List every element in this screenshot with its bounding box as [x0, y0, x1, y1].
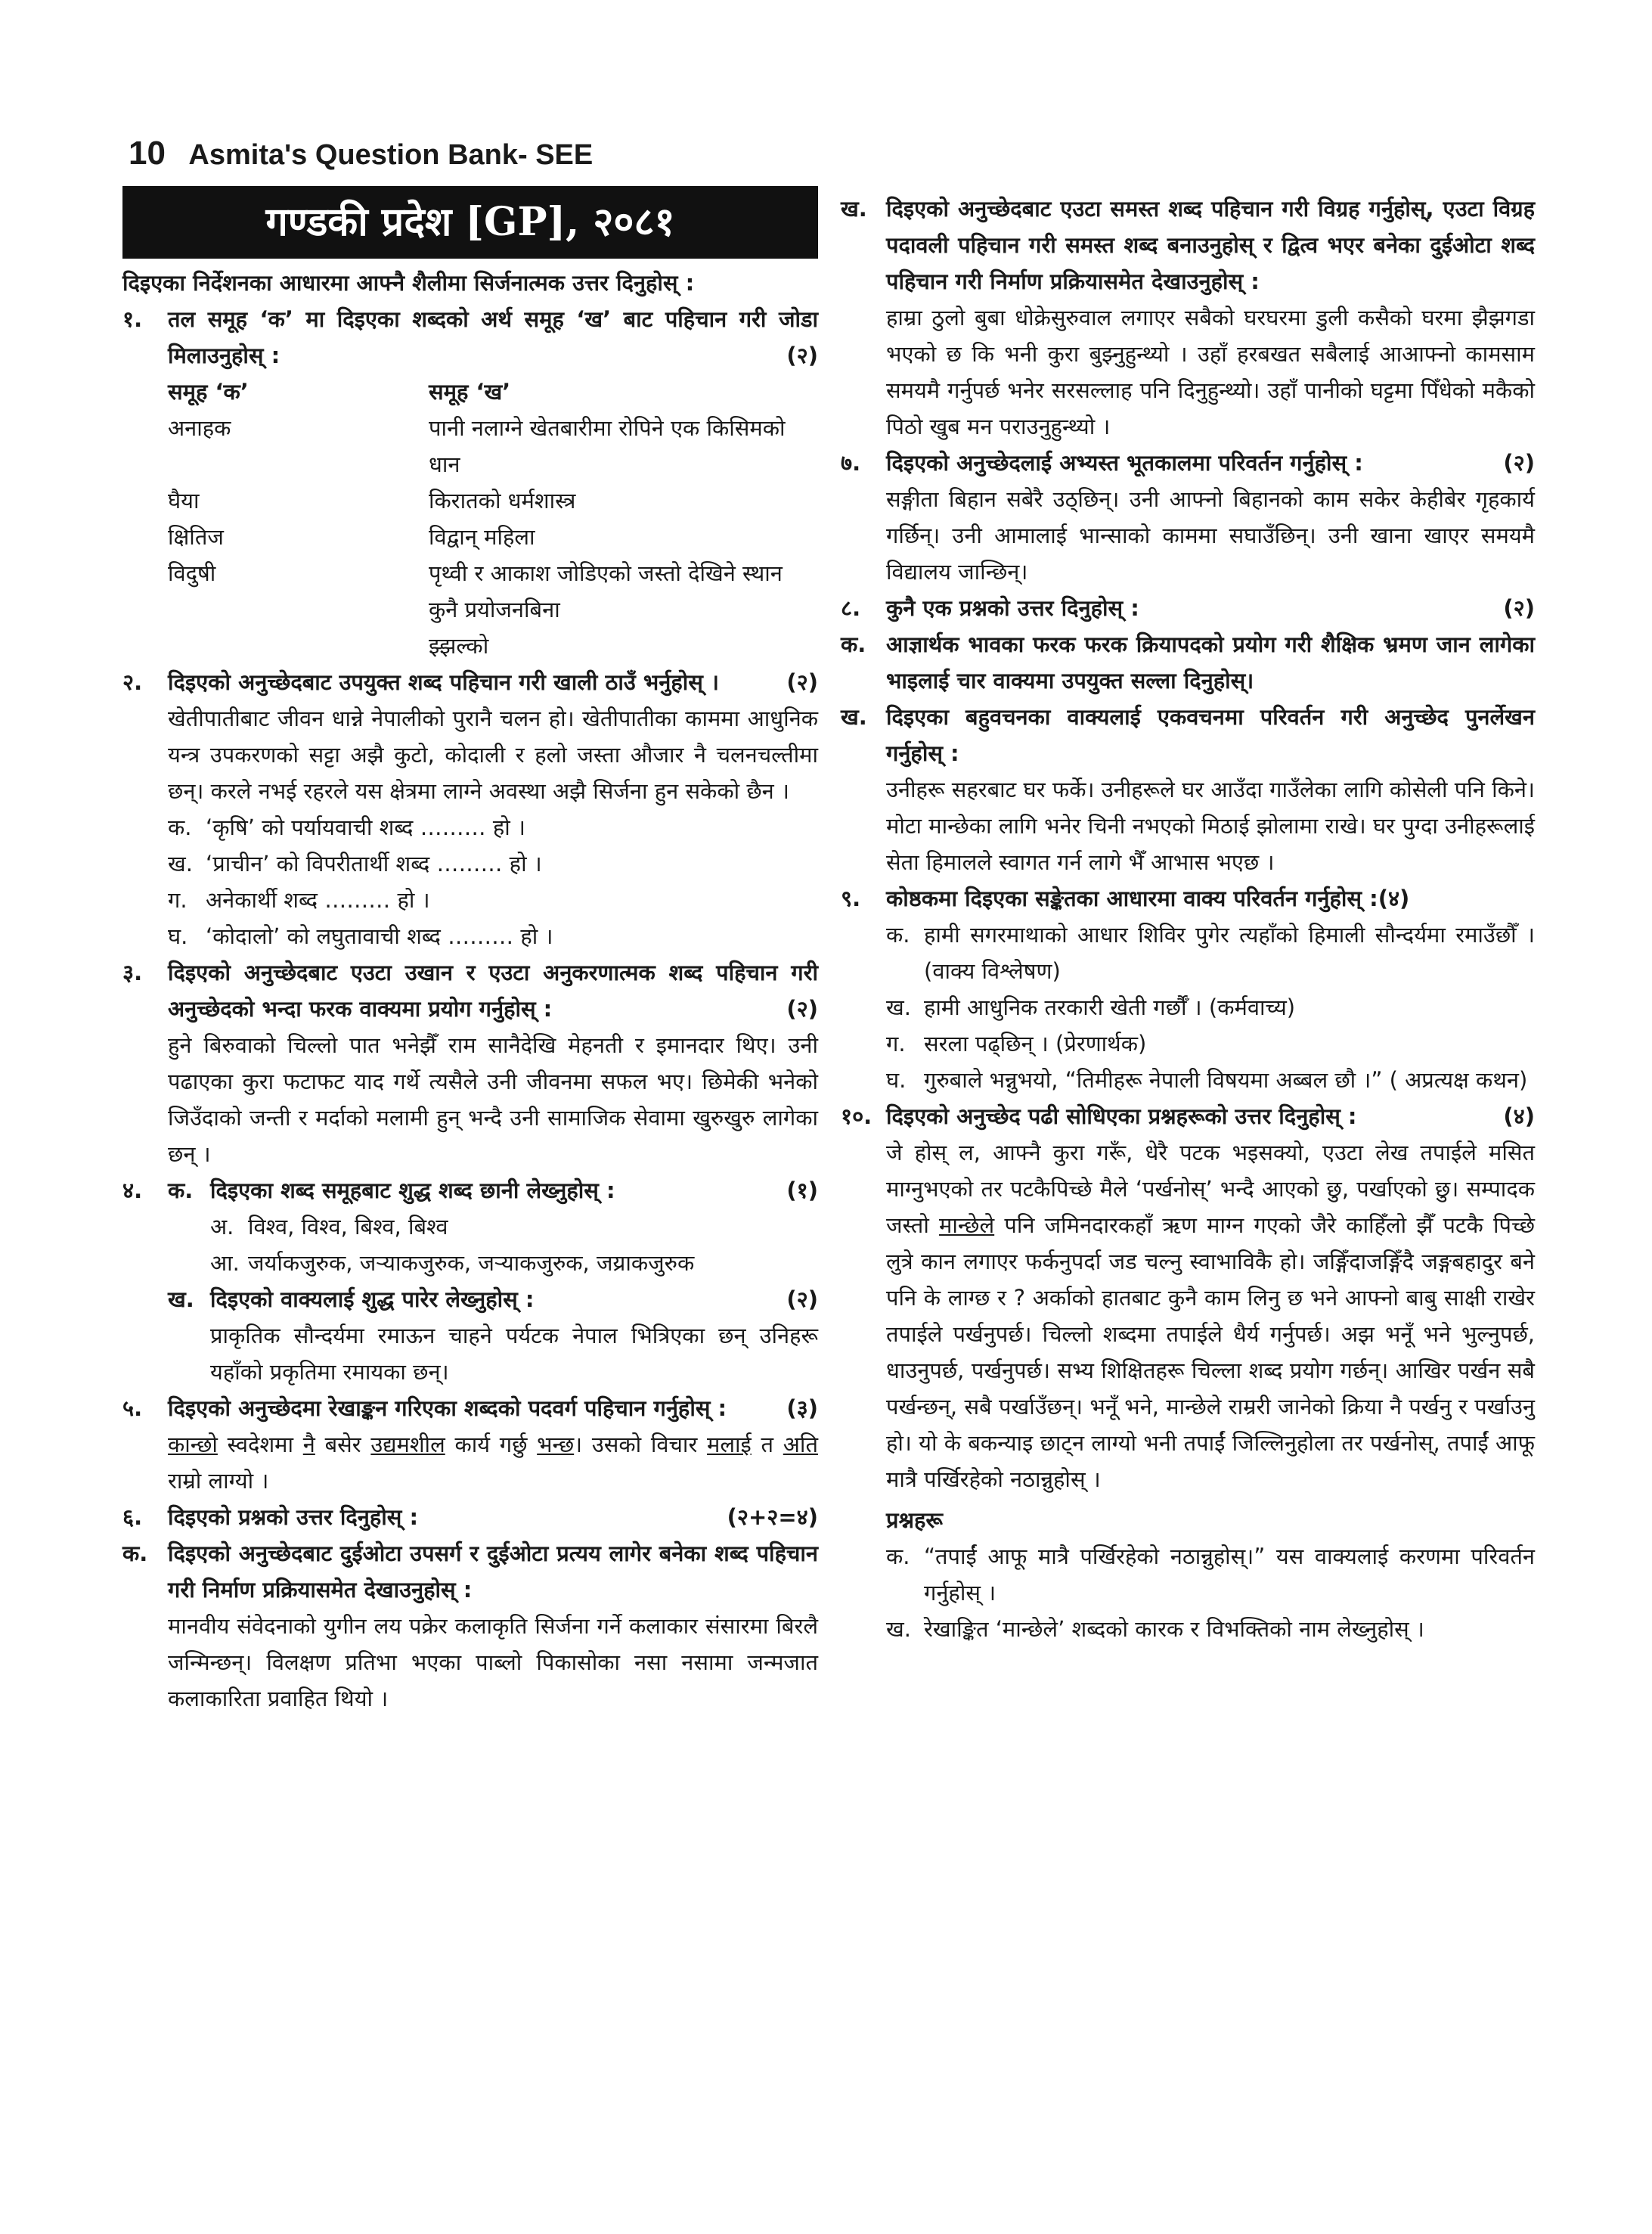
page-header: [129, 135, 593, 172]
questions-heading: प्रश्नहरू: [886, 1507, 943, 1533]
question-8a: क. आज्ञार्थक भावका फरक फरक क्रियापदको प्रयोग गरी शैक्षिक भ्रमण जान लागेका भाइलाई चार वाक्यमा उपयुक्त सल्ला दिनुहोस्।: [841, 626, 1535, 699]
question-marks: (२): [1503, 450, 1535, 476]
sub-item: आ. जर्याकजुरुक, जर्‍याकजुरुक, जऱ्याकजुरुक, जय्राकजुरुक: [210, 1250, 695, 1276]
section-banner: गण्डकी प्रदेश [GP], २०८१: [122, 186, 818, 259]
left-column: गण्डकी प्रदेश [GP], २०८१ दिइएका निर्देशनका आधारमा आफ्नै शैलीमा सिर्जनात्मक उत्तर दिनुहोस् : १. तल समूह ‘क’ मा दिइएका शब्दको अर्थ समूह ‘ख’ बाट पहिचान गरी जोडा मिलाउनुहोस् : (२) समूह ‘क’ समूह ‘ख’ अनाहक पानी नलाग्ने खेतबारीमा रोपिने एक किसिमको धान घैया किरातको धर्मशास्त्र क्षितिज विद्वान् महिला विदुषी पृथ्वी र आकाश जोडिएको जस्तो देखिने स्थान कुनै प्रयोजनबिना झ्झल्को २. दिइएको अनुच्छेदबाट उपयुक्त शब्द पहिचान गरी खाली ठाउँ भर्नुहोस् । (२) खेतीपातीबाट जीवन धान्ने नेपालीको पुरानै चलन हो। खेतीपातीका काममा आधुनिक यन्त्र उपकरणको सट्टा अझै कुटो, कोदाली र हलो जस्ता औजार नै चलनचल्तीमा छन्। करले नभई रहरले यस क्षेत्रमा लाग्ने अवस्था अझै सिर्जना हुन सकेको छैन । क. ‘कृषि’ को पर्यायवाची शब्द ……… हो । ख. ‘प्राचीन’ को विपरीतार्थी शब्द ……… हो । ग. अनेकार्थी शब्द ……… हो । घ. ‘कोदालो’ को लघुतावाची शब्द ……… हो । ३. दिइएको अनुच्छेदबाट एउटा उखान र एउटा अनुकरणात्मक शब्द पहिचान गरी अनुच्छेदको भन्दा फरक वाक्यमा प्रयोग गर्नुहोस् : (२) हुने बिरुवाको चिल्लो पात भनेझैँ राम सानैदेखि मेहनती र इमानदार थिए। उनी पढाएका कुरा फटाफट याद गर्थे त्यसैले उनी जीवनमा सफल भए। छिमेकी भनेको जिउँदाको जन्ती र मर्दाको मलामी हुन् भन्दै उनी सामाजिक सेवामा खुरुखुरु लागेका छन् । ४. क. दिइएका शब्द समूहबाट शुद्ध शब्द छानी लेख्नुहोस् : (१) अ. विश्व, विश्‍व, बिश्व, बिश्‍व आ. जर्याकजुरुक, जर्‍याकजुरुक, जऱ्याकजुरुक, जय्राकजुरुक ख. दिइएको वाक्यलाई शुद्ध पारेर लेख्नुहोस् : (२) प्राकृतिक सौन्दर्यमा रमाऊन चाहने पर्यटक नेपाल भित्रिएका छन् उनिहरू यहाँको प्रकृतिमा रमायका छन्। ५. दिइएको अनुच्छेदमा रेखाङ्कन गरिएका शब्दको पदवर्ग पहिचान गर्नुहोस् : (३) कान्छो स्वदेशमा नै बसेर उद्यमशील कार्य गर्छु भन्छ। उसको विचार मलाई त अति राम्रो लाग्यो । ६. दिइएको प्रश्नको उत्तर दिनुहोस् : (२+२=४) क. दिइएको अनुच्छेदबाट दुईओटा उपसर्ग र दुईओटा प्रत्यय लागेर बनेका शब्द पहिचान गरी निर्माण प्रक्रियासमेत देखाउनुहोस् : मानवीय संवेदनाको युगीन लय पक्रेर कलाकृति सिर्जना गर्ने कलाकार संसारमा बिरलै जन्मिन्छन्। विलक्षण प्रतिभा भएका पाब्लो पिकासोका नसा नसामा जन्मजात कलाकारिता प्रवाहित थियो ।: [122, 186, 818, 1717]
question-number: ६.: [122, 1504, 143, 1530]
question-text: दिइएको प्रश्नको उत्तर दिनुहोस् :: [168, 1504, 419, 1530]
passage: उनीहरू सहरबाट घर फर्के। उनीहरूले घर आउँदा गाउँलेका लागि कोसेली पनि किने। मोटा मान्छेका लागि भनेर चिनी नभएको मिठाई झोलामा राखे। घर पुग्दा उनीहरूलाई सेता हिमालले स्वागत गर्न लागे भैँ आभास भएछ ।: [886, 777, 1535, 875]
question-text: दिइएको अनुच्छेदमा रेखाङ्कन गरिएका शब्दको पदवर्ग पहिचान गर्नुहोस् :: [168, 1395, 727, 1421]
group-k-item: घैया: [168, 488, 200, 514]
sub-item: क. “तपाईं आफू मात्रै पर्खिरहेको नठान्नुहोस्।” यस वाक्यलाई करणमा परिवर्तन गर्नुहोस् ।: [886, 1544, 1535, 1606]
question-1: [122, 301, 818, 374]
question-text: दिइएको वाक्यलाई शुद्ध पारेर लेख्नुहोस् :: [210, 1286, 535, 1312]
sub-item: घ. गुरुबाले भन्नुभयो, “तिमीहरू नेपाली विषयमा अब्बल छौ ।” ( अप्रत्यक्ष कथन): [886, 1067, 1528, 1093]
question-marks: (४): [1503, 1103, 1535, 1129]
group-kh-item: किरातको धर्मशास्त्र: [429, 488, 576, 514]
question-marks: (२): [786, 343, 818, 368]
question-text: कोष्ठकमा दिइएका सङ्केतका आधारमा वाक्य परिवर्तन गर्नुहोस् :(४): [886, 886, 1410, 911]
question-9: [841, 880, 1535, 917]
page-number: 10: [129, 135, 166, 172]
question-text: तल समूह ‘क’ मा दिइएका शब्दको अर्थ समूह ‘ख’ बाट पहिचान गरी जोडा मिलाउनुहोस् :: [168, 306, 818, 368]
passage: जे होस् ल, आफ्नै कुरा गरूँ, धेरै पटक भइसक्यो, एउटा लेख तपाईले मसित माग्नुभएको तर पटकैपिच्छे मैले ‘पर्खनोस्’ भन्दै आएको छु, पर्खाएको छु। सम्पादक जस्तो मान्छेले पनि जमिनदारकहाँ ऋण माग्न गएको जैरे काहिँलो झैँ पटकै पिच्छे लुत्रे कान लगाएर फर्कनुपर्दा जड चल्नु स्वाभाविकै हो। जङ्गिँदाजङ्गिँदै जङ्गबहादुर बने पनि के लाग्छ र ? अर्काको हातबाट कुनै काम लिनु छ भने आफ्नो बाबु साक्षी राखेर तपाईले पर्खनुपर्छ। चिल्लो शब्दमा तपाईले धैर्य गर्नुपर्छ। अझ भनूँ भने भुल्नुपर्छ, धाउनुपर्छ, पर्खनुपर्छ। सभ्य शिक्षितहरू चिल्ला शब्द प्रयोग गर्छन्। आखिर पर्खन सबै पर्खन्छन्, सबै पर्खाउँछन्। भनूँ भने, मान्छेले राम्ररी जानेको क्रिया नै पर्खनु र पर्खाउनु हो। यो के बकन्याइ छाट्न लाग्यो भनी तपाईं जिल्लिनुहोला तर पर्खनोस्, तपाईं आफू मात्रै पर्खिरहेको नठान्नुहोस् ।: [886, 1140, 1535, 1492]
question-number: १.: [122, 306, 143, 332]
group-kh-item: पृथ्वी र आकाश जोडिएको जस्तो देखिने स्थान: [429, 560, 783, 586]
question-number: २.: [122, 669, 143, 695]
matching-row: [122, 519, 818, 555]
sub-item: अ. विश्व, विश्‍व, बिश्व, बिश्‍व: [210, 1214, 448, 1240]
group-kh-item: झ्झल्को: [429, 633, 489, 659]
sub-item: ग. सरला पढ्छिन् । (प्रेरणार्थक): [886, 1031, 1147, 1056]
group-k-item: क्षितिज: [168, 524, 224, 550]
passage: हाम्रा ठुलो बुबा धोक्रेसुरुवाल लगाएर सबैको घरघरमा डुली कसैको घरमा झैझगडा भएको छ कि भनी कुरा बुझ्नुहुन्थ्यो । उहाँ हरबखत सबैलाई आआफ्नो कामसाम समयमै गर्नुपर्छ भनेर सरसल्लाह पनि दिनुहुन्थ्यो। उहाँ पानीको घट्टमा पिँधेको मकैको पिठो खुब मन पराउनुहुन्थ्यो ।: [886, 305, 1535, 439]
sub-item: घ. ‘कोदालो’ को लघुतावाची शब्द ……… हो ।: [168, 923, 553, 949]
question-6: [122, 1499, 818, 1535]
sub-item: क. हामी सगरमाथाको आधार शिविर पुगेर त्यहाँको हिमाली सौन्दर्यमा रमाउँछौँ । (वाक्य विश्लेषण): [886, 922, 1535, 984]
question-text: आज्ञार्थक भावका फरक फरक क्रियापदको प्रयोग गरी शैक्षिक भ्रमण जान लागेका भाइलाई चार वाक्यमा उपयुक्त सल्ला दिनुहोस्।: [886, 631, 1535, 693]
question-number: ९.: [841, 886, 861, 911]
sub-item: ख. रेखाङ्कित ‘मान्छेले’ शब्दको कारक र विभक्तिको नाम लेख्नुहोस् ।: [886, 1616, 1424, 1642]
question-number: १०.: [841, 1103, 872, 1129]
question-marks: (२+२=४): [727, 1504, 818, 1530]
book-title: Asmita's Question Bank- SEE: [188, 139, 594, 171]
question-text: दिइएको अनुच्छेदलाई अभ्यस्त भूतकालमा परिवर्तन गर्नुहोस् :: [886, 450, 1363, 476]
passage: कान्छो स्वदेशमा नै बसेर उद्यमशील कार्य गर्छु भन्छ। उसको विचार मलाई त अति राम्रो लाग्यो ।: [168, 1432, 818, 1494]
question-6b: ख. दिइएको अनुच्छेदबाट एउटा समस्त शब्द पहिचान गरी विग्रह गर्नुहोस्, एउटा विग्रह पदावली पहिचान गरी समस्त शब्द बनाउनुहोस् र द्वित्व भएर बनेका दुईओटा शब्द पहिचान गरी निर्माण प्रक्रियासमेत देखाउनुहोस् :: [841, 191, 1535, 299]
question-8b: ख. दिइएका बहुवचनका वाक्यलाई एकवचनमा परिवर्तन गरी अनुच्छेद पुनर्लेखन गर्नुहोस् :: [841, 699, 1535, 771]
question-text: दिइएको अनुच्छेदबाट एउटा समस्त शब्द पहिचान गरी विग्रह गर्नुहोस्, एउटा विग्रह पदावली पहिचान गरी समस्त शब्द बनाउनुहोस् र द्वित्व भएर बनेका दुईओटा शब्द पहिचान गरी निर्माण प्रक्रियासमेत देखाउनुहोस् :: [886, 196, 1535, 294]
question-number: ३.: [122, 960, 143, 985]
matching-row: [122, 591, 818, 628]
question-text: दिइएका बहुवचनका वाक्यलाई एकवचनमा परिवर्तन गरी अनुच्छेद पुनर्लेखन गर्नुहोस् :: [886, 704, 1535, 766]
question-2: [122, 664, 818, 700]
question-text: दिइएको अनुच्छेदबाट एउटा उखान र एउटा अनुकरणात्मक शब्द पहिचान गरी अनुच्छेदको भन्दा फरक वाक्यमा प्रयोग गर्नुहोस् :: [168, 960, 818, 1022]
matching-row: [122, 410, 818, 482]
question-6a: क. दिइएको अनुच्छेदबाट दुईओटा उपसर्ग र दुईओटा प्रत्यय लागेर बनेका शब्द पहिचान गरी निर्माण प्रक्रियासमेत देखाउनुहोस् :: [122, 1535, 818, 1608]
question-text: दिइएको अनुच्छेदबाट उपयुक्त शब्द पहिचान गरी खाली ठाउँ भर्नुहोस् ।: [168, 669, 719, 695]
group-kh-item: कुनै प्रयोजनबिना: [429, 597, 560, 622]
question-marks: (२): [786, 1286, 818, 1312]
question-3: [122, 954, 818, 1027]
instructions: दिइएका निर्देशनका आधारमा आफ्नै शैलीमा सिर्जनात्मक उत्तर दिनुहोस् :: [122, 270, 695, 296]
group-kh-heading: समूह ‘ख’: [429, 379, 511, 405]
question-7: [841, 445, 1535, 481]
question-10: [841, 1098, 1535, 1134]
sub-item: ख. हामी आधुनिक तरकारी खेती गर्छौँ । (कर्मवाच्य): [886, 994, 1296, 1020]
group-k-item: विदुषी: [168, 560, 216, 586]
question-text: दिइएको अनुच्छेदबाट दुईओटा उपसर्ग र दुईओटा प्रत्यय लागेर बनेका शब्द पहिचान गरी निर्माण प्रक्रियासमेत देखाउनुहोस् :: [168, 1541, 818, 1603]
sub-item: ख. ‘प्राचीन’ को विपरीतार्थी शब्द ……… हो ।: [168, 851, 542, 877]
question-5: [122, 1390, 818, 1426]
matching-row: [122, 555, 818, 591]
passage: हुने बिरुवाको चिल्लो पात भनेझैँ राम सानैदेखि मेहनती र इमानदार थिए। उनी पढाएका कुरा फटाफट याद गर्थे त्यसैले उनी जीवनमा सफल भए। छिमेकी भनेको जिउँदाको जन्ती र मर्दाको मलामी हुन् भन्दै उनी सामाजिक सेवामा खुरुखुरु लागेका छन् ।: [168, 1032, 818, 1167]
group-k-item: अनाहक: [168, 415, 231, 441]
group-kh-item: पानी नलाग्ने खेतबारीमा रोपिने एक किसिमको धान: [429, 415, 786, 477]
group-kh-item: विद्वान् महिला: [429, 524, 535, 550]
sub-item: क. ‘कृषि’ को पर्यायवाची शब्द ……… हो ।: [168, 814, 525, 840]
question-number: ४.: [122, 1178, 143, 1203]
question-marks: (३): [786, 1395, 818, 1421]
question-text: दिइएको अनुच्छेद पढी सोधिएका प्रश्नहरूको उत्तर दिनुहोस् :: [886, 1103, 1357, 1129]
matching-row: [122, 482, 818, 519]
question-text: दिइएका शब्द समूहबाट शुद्ध शब्द छानी लेख्नुहोस् :: [210, 1178, 615, 1203]
question-number: ७.: [841, 450, 861, 476]
question-4: ४. क. दिइएका शब्द समूहबाट शुद्ध शब्द छानी लेख्नुहोस् : (१): [122, 1172, 818, 1209]
matching-header: [122, 374, 818, 410]
question-number: ५.: [122, 1395, 143, 1421]
sub-item: ग. अनेकार्थी शब्द ……… हो ।: [168, 887, 430, 913]
question-marks: (२): [786, 669, 818, 695]
passage: प्राकृतिक सौन्दर्यमा रमाऊन चाहने पर्यटक नेपाल भित्रिएका छन् उनिहरू यहाँको प्रकृतिमा रमायका छन्।: [210, 1323, 818, 1385]
question-text: कुनै एक प्रश्नको उत्तर दिनुहोस् :: [886, 595, 1139, 621]
question-number: ८.: [841, 595, 861, 621]
passage: खेतीपातीबाट जीवन धान्ने नेपालीको पुरानै चलन हो। खेतीपातीका काममा आधुनिक यन्त्र उपकरणको सट्टा अझै कुटो, कोदाली र हलो जस्ता औजार नै चलनचल्तीमा छन्। करले नभई रहरले यस क्षेत्रमा लाग्ने अवस्था अझै सिर्जना हुन सकेको छैन ।: [168, 706, 818, 804]
right-column: [841, 191, 1535, 1647]
matching-row: [122, 628, 818, 664]
passage: सङ्गीता बिहान सबेरै उठ्छिन्। उनी आफ्नो बिहानको काम सकेर केहीबेर गृहकार्य गर्छिन्। उनी आमालाई भान्साको काममा सघाउँछिन्। उनी खाना खाएर समयमै विद्यालय जान्छिन्।: [886, 486, 1535, 585]
group-k-heading: समूह ‘क’: [168, 379, 249, 405]
passage: मानवीय संवेदनाको युगीन लय पक्रेर कलाकृति सिर्जना गर्ने कलाकार संसारमा बिरलै जन्मिन्छन्। विलक्षण प्रतिभा भएका पाब्लो पिकासोका नसा नसामा जन्मजात कलाकारिता प्रवाहित थियो ।: [168, 1613, 818, 1711]
question-marks: (२): [1503, 595, 1535, 621]
question-8: [841, 590, 1535, 626]
question-marks: (१): [786, 1178, 818, 1203]
question-marks: (२): [786, 996, 818, 1022]
